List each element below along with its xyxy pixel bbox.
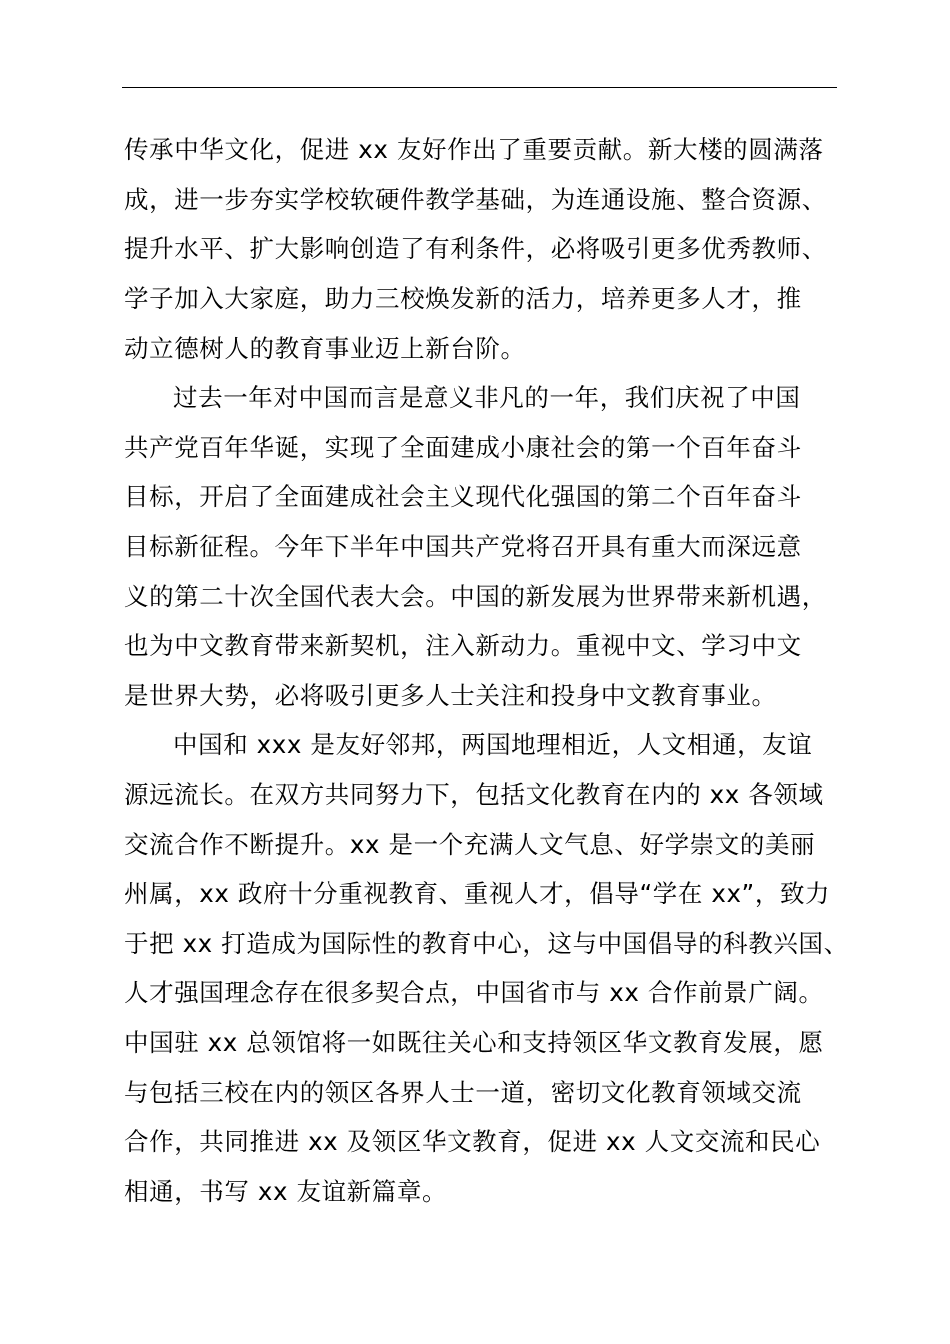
text-line: 与包括三校在内的领区各界人士一道，密切文化教育领域交流 bbox=[124, 1078, 802, 1107]
text-line: 合作，共同推进 xx 及领区华文教育，促进 xx 人文交流和民心 bbox=[124, 1127, 821, 1156]
text-line: 中国驻 xx 总领馆将一如既往关心和支持领区华文教育发展，愿 bbox=[124, 1028, 824, 1057]
text-line: 成，进一步夯实学校软硬件教学基础，为连通设施、整合资源、 bbox=[124, 185, 827, 214]
text-line: 传承中华文化，促进 xx 友好作出了重要贡献。新大楼的圆满落 bbox=[124, 135, 824, 164]
text-line: 州属，xx 政府十分重视教育、重视人才，倡导“学在 xx”，致力 bbox=[124, 879, 831, 908]
text-line: 动立德树人的教育事业迈上新台阶。 bbox=[124, 334, 526, 363]
text-line: 人才强国理念存在很多契合点，中国省市与 xx 合作前景广阔。 bbox=[124, 978, 824, 1007]
text-line: 目标新征程。今年下半年中国共产党将召开具有重大而深远意 bbox=[124, 532, 802, 561]
text-line: 提升水平、扩大影响创造了有利条件，必将吸引更多优秀教师、 bbox=[124, 234, 827, 263]
text-line: 学子加入大家庭，助力三校焕发新的活力，培养更多人才，推 bbox=[124, 284, 802, 313]
text-line: 是世界大势，必将吸引更多人士关注和投身中文教育事业。 bbox=[124, 681, 777, 710]
text-line: 共产党百年华诞，实现了全面建成小康社会的第一个百年奋斗 bbox=[124, 433, 802, 462]
header-rule bbox=[122, 87, 837, 88]
paragraph-start-line: 中国和 xxx 是友好邻邦，两国地理相近，人文相通，友谊 bbox=[173, 730, 813, 759]
text-line: 相通，书写 xx 友谊新篇章。 bbox=[124, 1177, 448, 1206]
paragraph-start-line: 过去一年对中国而言是意义非凡的一年，我们庆祝了中国 bbox=[173, 383, 801, 412]
text-line: 于把 xx 打造成为国际性的教育中心，这与中国倡导的科教兴国、 bbox=[124, 929, 849, 958]
text-line: 目标，开启了全面建成社会主义现代化强国的第二个百年奋斗 bbox=[124, 482, 802, 511]
text-line: 义的第二十次全国代表大会。中国的新发展为世界带来新机遇， bbox=[124, 582, 827, 611]
text-line: 交流合作不断提升。xx 是一个充满人文气息、好学崇文的美丽 bbox=[124, 830, 816, 859]
text-line: 源远流长。在双方共同努力下，包括文化教育在内的 xx 各领域 bbox=[124, 780, 824, 809]
text-line: 也为中文教育带来新契机，注入新动力。重视中文、学习中文 bbox=[124, 631, 802, 660]
